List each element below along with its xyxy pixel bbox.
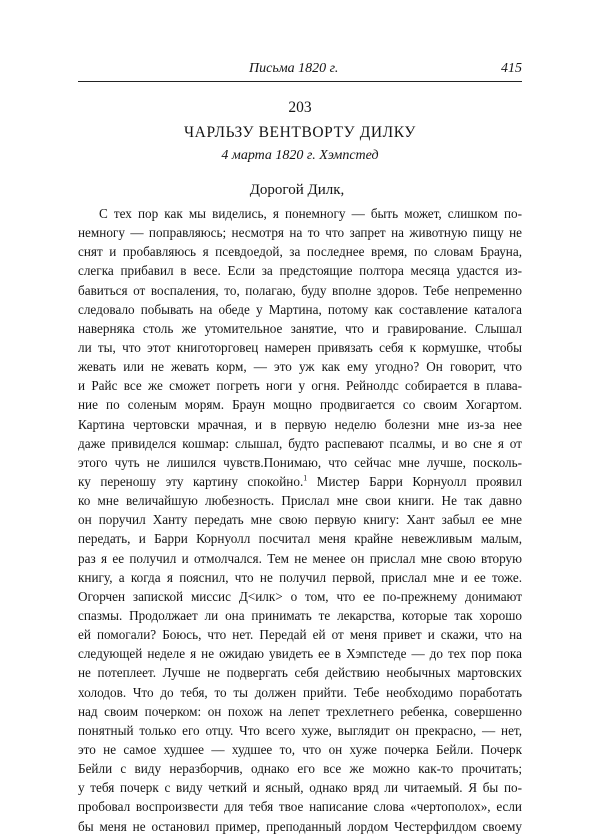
text-segment: Мистер Барри Корнуолл проявил [307, 473, 522, 489]
text-line: передать, и Барри Корнуолл посчитал меня крайне невежливым малым, [78, 531, 522, 547]
text-line: наверняка столь же утомительное занятие, что и гравирование. Слышал [78, 320, 522, 336]
salutation: Дорогой Дилк, [249, 182, 345, 198]
letter-addressee: ЧАРЛЬЗУ ВЕНТВОРТУ ДИЛКУ [184, 124, 416, 141]
text-line: немногу — поправляюсь; несмотря на то что запрет на животную пищу не [78, 225, 522, 241]
text-line: С тех пор как мы виделись, я понемногу — быть может, слишком по- [99, 206, 522, 221]
text-line: Огорчен запиской миссис Д<илк> о том, что ее по-прежнему донимают [78, 588, 522, 604]
footnote-marker: 1 [303, 473, 308, 483]
text-line: книгу, а когда я пояснил, что не получил первой, прислал мне и ее тоже. [78, 569, 522, 585]
letter-dateline: 4 марта 1820 г. Хэмпстед [221, 148, 379, 163]
text-line: ли ты, что этот книготорговец намерен привязать себя к кормушке, чтобы [78, 339, 522, 355]
text-line: над своим почерком: он похож на лепет трехлетнего ребенка, совершенно [78, 703, 522, 719]
text-line: ей помогали? Боюсь, что нет. Передай ей от меня привет и скажи, что на [78, 627, 522, 643]
text-line: Бейли с виду неразборчив, однако его все же можно как-то прочитать; [78, 761, 522, 777]
letter-body [78, 204, 522, 836]
text-line: жевать или не жевать корм, — это уж как ему угодно? Он говорит, что [78, 359, 522, 375]
text-line: это не самое худшее — худшее то, что он хуже почерка Бейли. Почерк [78, 741, 522, 757]
text-line: ние по соленым морям. Браун мощно продвигается со своим Хогартом. [78, 397, 522, 413]
text-line: он поручил Ханту передать мне свою первую книгу: Хант забыл ее мне [78, 512, 522, 528]
text-line: бавиться от воспаления, то, полагаю, буду вполне здоров. Тебе непременно [78, 282, 522, 298]
text-line: холодов. Что до тебя, то ты должен прийти. Тебе необходимо поработать [78, 684, 522, 700]
text-line: снят и пробавляюсь я псевдоедой, за последнее время, по словам Брауна, [78, 244, 522, 260]
text-line: и Райс все же сможет погреть ноги у огня. Рейнолдс собирается в плава- [78, 378, 522, 394]
running-title: Письма 1820 г. [249, 61, 339, 76]
text-line: слегка прибавил в весе. Если за предстоящие полтора месяца удастся из- [78, 263, 522, 279]
book-page [78, 54, 522, 836]
text-line: раз я ее получил и отмолчался. Тем не менее он прислал мне свою вторую [78, 550, 522, 566]
text-line: спазмы. Продолжает ли она принимать те лекарства, которые так хорошо [78, 607, 522, 623]
letter-number: 203 [288, 99, 312, 116]
text-line: следовало побывать на обеде у Мартина, потому как составление каталога [78, 301, 522, 317]
text-line: Картина чертовски мрачная, и в первую неделю болезни мне из-за нее [78, 416, 522, 432]
text-line: понятный только его отцу. Что всего хуже, выглядит он прекрасно, — нет, [78, 722, 522, 738]
text-segment: ку переношу эту картину спокойно. [78, 473, 304, 489]
text-line: у тебя почерк с виду четкий и ясный, однако вряд ли читаемый. Я бы по- [78, 780, 522, 796]
running-header [78, 54, 522, 82]
text-line: пробовал воспроизвести для тебя твое написание слова «чертополох», если [78, 799, 522, 815]
text-line: даже привиделся кошмар: слышал, будто распевают псалмы, и во сне я от [78, 435, 522, 451]
text-line-with-footnote [78, 472, 522, 491]
text-line: этого чуть не лишился чувств.Понимаю, что сейчас мне лучше, посколь- [78, 454, 522, 470]
text-line: следующей неделе я не ожидаю увидеть ее в Хэмпстеде — до тех пор пока [78, 646, 522, 662]
text-line: бы меня не остановил пример, преподанный лордом Честерфилдом своему [78, 818, 522, 834]
page-number: 415 [501, 61, 522, 76]
text-line: не потеплеет. Лучше не подвергать себя действию необычных мартовских [78, 665, 522, 681]
text-line: ко мне величайшую любезность. Прислал мне свои книги. Не так давно [78, 493, 522, 509]
